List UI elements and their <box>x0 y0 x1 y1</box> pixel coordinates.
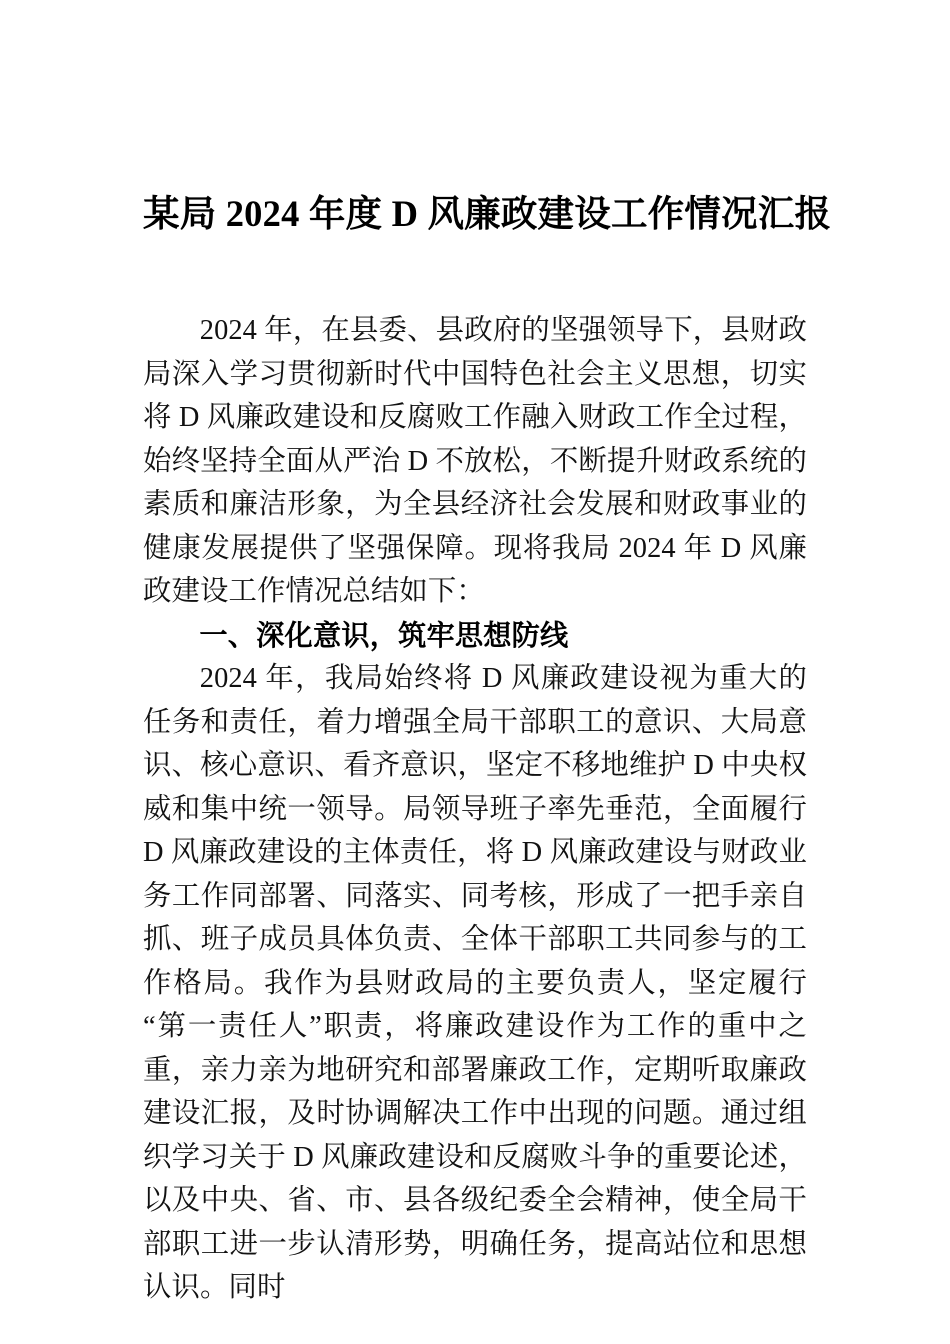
section-one-paragraph: 2024 年，我局始终将 D 风廉政建设视为重大的任务和责任，着力增强全局干部职工的意识、大局意识、核心意识、看齐意识，坚定不移地维护 D 中央权威和集中统一领导。局领导班子率先垂范，全面履行 D 风廉政建设的主体责任，将 D 风廉政建设与财政业务工作同部署、同落实、同考核，形成了一把手亲自抓、班子成员具体负责、全体干部职工共同参与的工作格局。我作为县财政局的主要负责人，坚定履行“第一责任人”职责，将廉政建设作为工作的重中之重，亲力亲为地研究和部署廉政工作，定期听取廉政建设汇报，及时协调解决工作中出现的问题。通过组织学习关于 D 风廉政建设和反腐败斗争的重要论述，以及中央、省、市、县各级纪委全会精神，使全局干部职工进一步认清形势，明确任务，提高站位和思想认识。同时 <box>143 663 807 1303</box>
section-heading-one: 一、深化意识，筑牢思想防线 <box>199 618 569 651</box>
intro-paragraph: 2024 年，在县委、县政府的坚强领导下，县财政局深入学习贯彻新时代中国特色社会主义思想，切实将 D 风廉政建设和反腐败工作融入财政工作全过程，始终坚持全面从严治 D 不放松，不断提升财政系统的素质和廉洁形象，为全县经济社会发展和财政事业的健康发展提供了坚强保障。现将我局 2024 年 D 风廉政建设工作情况总结如下： <box>143 315 807 607</box>
document-title: 某局 2024 年度 D 风廉政建设工作情况汇报 <box>143 193 832 234</box>
page-content-column <box>143 0 832 1310</box>
